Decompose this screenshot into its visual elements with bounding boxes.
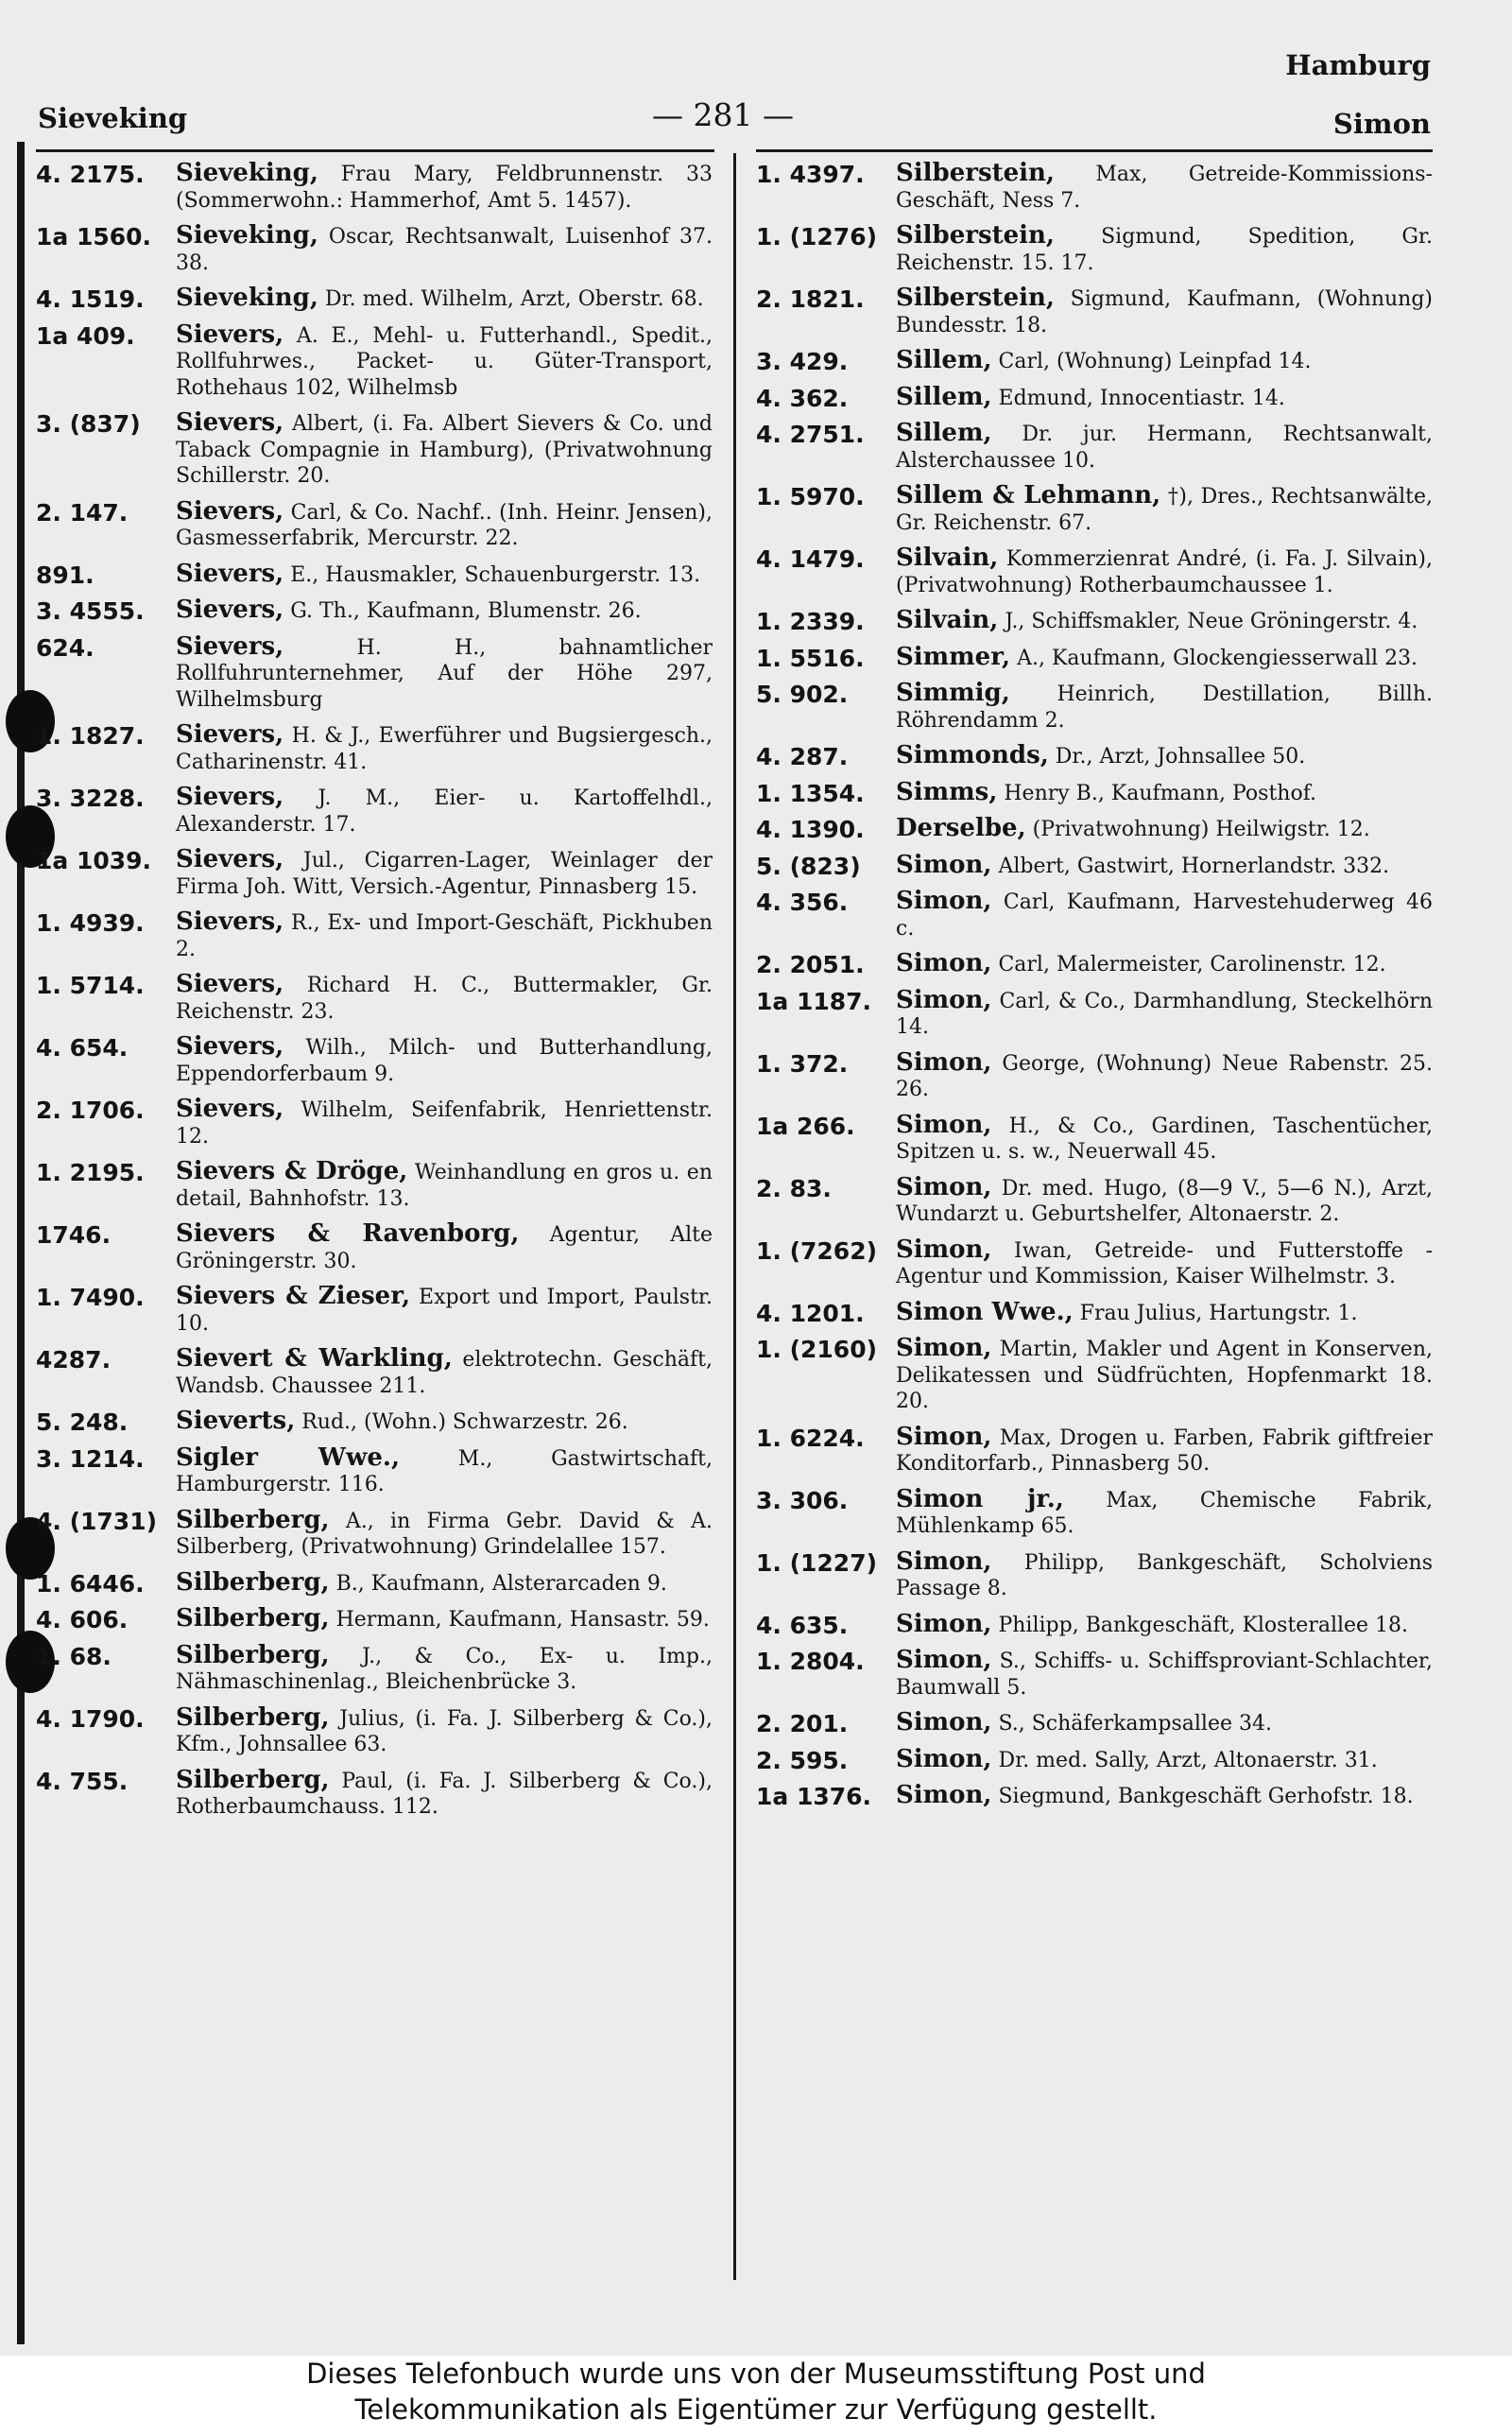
directory-entry <box>36 410 713 490</box>
entry-text: Simon Wwe., Frau Julius, Hartungstr. 1. <box>896 1297 1358 1326</box>
directory-entry <box>36 496 713 552</box>
entry-text: Simon, S., Schäferkampsallee 34. <box>896 1708 1272 1736</box>
directory-entry <box>36 1408 713 1436</box>
phone-number: 1a 1376. <box>756 1783 872 1810</box>
phone-number: 1. 1354. <box>756 779 865 807</box>
directory-entry <box>756 608 1433 635</box>
directory-entry <box>756 889 1433 942</box>
directory-entry <box>36 1221 713 1274</box>
directory-entry <box>36 1159 713 1212</box>
directory-entry <box>756 1710 1433 1737</box>
entry-text: Sievers, J. M., Eier- u. Kartoffelhdl., Alexanderstr. 17. <box>176 783 713 837</box>
phone-number: 624. <box>36 633 94 662</box>
directory-entry <box>756 777 1433 807</box>
entry-text: Simon, Philipp, Bankgeschäft, Scholviens Passage 8. <box>896 1546 1433 1600</box>
phone-number: 4. (1731) <box>36 1507 158 1535</box>
entry-text: Simmonds, Dr., Arzt, Johnsallee 50. <box>896 741 1306 769</box>
phone-number: 1. 4397. <box>756 161 865 188</box>
entry-text: Silvain, J., Schiffsmakler, Neue Gröningerstr. 4. <box>896 606 1418 634</box>
directory-entry <box>756 1744 1433 1774</box>
phone-number: 2. 2051. <box>756 951 865 978</box>
footer-line-1: Dieses Telefonbuch wurde uns von der Museumsstiftung Post und <box>306 2358 1206 2390</box>
directory-entry <box>36 1640 713 1696</box>
directory-entry <box>756 1783 1433 1810</box>
phone-number: 4. 606. <box>36 1606 129 1633</box>
page-number: — 281 — <box>652 96 794 133</box>
directory-entry <box>36 1505 713 1561</box>
entry-text: Simon, Siegmund, Bankgeschäft Gerhofstr. 18. <box>896 1781 1414 1809</box>
phone-number: 4. 755. <box>36 1767 129 1795</box>
entry-text: Sievers, H. H., bahnamtlicher Rollfuhrunternehmer, Auf der Höhe 297, Wilhelmsburg <box>176 631 713 712</box>
phone-number: 1a 1187. <box>756 987 872 1015</box>
directory-entry <box>36 161 713 214</box>
directory-entry <box>36 1606 713 1633</box>
directory-entry <box>756 382 1433 412</box>
phone-number: 2. 147. <box>36 498 129 527</box>
phone-number: 5. 902. <box>756 681 849 708</box>
entry-text: Sievers, G. Th., Kaufmann, Blumenstr. 26. <box>176 596 642 624</box>
directory-entry <box>756 348 1433 375</box>
entry-text: Silberberg, B., Kaufmann, Alsterarcaden 9. <box>176 1567 667 1597</box>
directory-entry <box>756 1546 1433 1602</box>
directory-entry <box>756 1336 1433 1415</box>
phone-number: 1. 372. <box>756 1049 849 1078</box>
phone-number: 1. 6446. <box>36 1569 145 1598</box>
phone-number: 1. 4939. <box>36 909 145 937</box>
phone-number: 3. 3228. <box>36 785 145 812</box>
directory-entry <box>756 421 1433 474</box>
phone-number: 1. 5970. <box>756 483 865 510</box>
entry-text: Silberberg, J., & Co., Ex- u. Imp., Nähmaschinenlag., Bleichenbrücke 3. <box>176 1640 713 1694</box>
entry-text: Sieveking, Oscar, Rechtsanwalt, Luisenhof 37. 38. <box>176 221 713 275</box>
entry-text: Derselbe, (Privatwohnung) Heilwigstr. 12. <box>896 814 1370 842</box>
directory-entry <box>36 561 713 589</box>
entry-text: Simon jr., Max, Chemische Fabrik, Mühlenkamp 65. <box>896 1484 1433 1538</box>
directory-entry <box>756 1422 1433 1477</box>
directory-entry <box>756 545 1433 598</box>
directory-entry <box>36 1702 713 1758</box>
phone-number: 1. 2339. <box>756 608 865 635</box>
entry-text: Simmer, A., Kaufmann, Glockengiesserwall 23. <box>896 642 1418 671</box>
entry-text: Simon, Max, Drogen u. Farben, Fabrik giftfreier Konditorfarb., Pinnasberg 50. <box>896 1422 1433 1476</box>
left-column <box>36 161 713 1830</box>
directory-entry <box>36 785 713 838</box>
directory-entry <box>756 1609 1433 1639</box>
directory-entry <box>756 1648 1433 1701</box>
phone-number: 1. 5516. <box>756 644 865 672</box>
phone-number: 1a 266. <box>756 1112 855 1140</box>
directory-entry <box>756 285 1433 338</box>
entry-text: Sievers, Jul., Cigarren-Lager, Weinlager der Firma Joh. Witt, Versich.-Agentur, Pinnasberg 15. <box>176 845 713 899</box>
entry-text: Sigler Wwe., M., Gastwirtschaft, Hamburgerstr. 116. <box>176 1443 713 1496</box>
phone-number: 3. (837) <box>36 410 141 438</box>
phone-number: 2. 201. <box>756 1710 849 1737</box>
entry-text: Silberberg, Hermann, Kaufmann, Hansastr. 59. <box>176 1604 710 1633</box>
phone-number: 4. 1201. <box>756 1299 865 1327</box>
phone-number: 2. 1706. <box>36 1097 145 1124</box>
phone-number: 4. 654. <box>36 1034 129 1062</box>
column-separator <box>733 153 736 2280</box>
entry-text: Simon, Albert, Gastwirt, Hornerlandstr. 332. <box>896 850 1390 879</box>
phone-number: 1a 409. <box>36 321 135 350</box>
phone-number: 4. 1790. <box>36 1704 145 1733</box>
directory-entry <box>36 1284 713 1337</box>
right-column <box>756 161 1433 1820</box>
directory-entry <box>36 1346 713 1399</box>
entry-text: Sievers, Carl, & Co. Nachf.. (Inh. Heinr. Jensen), Gasmesserfabrik, Mercurstr. 22. <box>176 496 713 550</box>
left-keyword: Sieveking <box>38 102 188 134</box>
directory-entry <box>756 1110 1433 1166</box>
phone-number: 1. 5714. <box>36 972 145 999</box>
directory-entry <box>36 285 713 313</box>
phone-number: 3. 429. <box>756 348 849 375</box>
entry-text: Silberstein, Sigmund, Kaufmann, (Wohnung) Bundesstr. 18. <box>896 284 1433 337</box>
directory-entry <box>36 1034 713 1087</box>
entry-text: Silberberg, Julius, (i. Fa. J. Silberberg & Co.), Kfm., Johnsallee 63. <box>176 1702 713 1756</box>
phone-number: 1. 68. <box>36 1642 112 1670</box>
directory-entry <box>36 847 713 900</box>
entry-text: Sievers, Wilh., Milch- und Butterhandlung, Eppendorferbaum 9. <box>176 1032 713 1086</box>
entry-text: Sievers & Dröge, Weinhandlung en gros u. en detail, Bahnhofstr. 13. <box>176 1157 713 1211</box>
entry-text: Simon, Iwan, Getreide- und Futterstoffe - Agentur und Kommission, Kaiser Wilhelmstr. 3. <box>896 1235 1433 1288</box>
phone-number: 3. 4555. <box>36 597 145 625</box>
phone-number: 4. 287. <box>756 743 849 770</box>
entry-text: Simon, H., & Co., Gardinen, Taschentücher, Spitzen u. s. w., Neuerwall 45. <box>896 1110 1433 1164</box>
directory-entry <box>36 909 713 962</box>
directory-entry <box>36 972 713 1025</box>
entry-text: Simon, George, (Wohnung) Neue Rabenstr. 25. 26. <box>896 1047 1433 1101</box>
phone-number: 2. 83. <box>756 1174 832 1202</box>
directory-entry <box>36 322 713 402</box>
entry-text: Silberstein, Max, Getreide-Kommissions-Geschäft, Ness 7. <box>896 159 1433 213</box>
phone-number: 891. <box>36 561 94 589</box>
entry-text: Silvain, Kommerzienrat André, (i. Fa. J. Silvain), (Privatwohnung) Rotherbaumchaussee 1. <box>896 544 1433 597</box>
entry-text: Simms, Henry B., Kaufmann, Posthof. <box>896 777 1317 806</box>
directory-entry <box>756 483 1433 536</box>
phone-number: 4. 1519. <box>36 285 145 313</box>
entry-text: Sieveking, Dr. med. Wilhelm, Arzt, Oberstr. 68. <box>176 284 704 312</box>
entry-text: Simon, S., Schiffs- u. Schiffsproviant-Schlachter, Baumwall 5. <box>896 1646 1433 1700</box>
entry-text: Sievers, Albert, (i. Fa. Albert Sievers & Co. und Taback Compagnie in Hamburg), (Privatwohnung Schillerstr. 20. <box>176 408 713 488</box>
entry-text: Simmig, Heinrich, Destillation, Billh. Röhrendamm 2. <box>896 679 1433 733</box>
entry-text: Sillem, Edmund, Innocentiastr. 14. <box>896 382 1285 411</box>
entry-text: Silberberg, Paul, (i. Fa. J. Silberberg & Co.), Rotherbaumchauss. 112. <box>176 1765 713 1819</box>
phone-number: 1. (7262) <box>756 1236 878 1265</box>
phone-number: 4. 635. <box>756 1611 849 1639</box>
entry-text: Sieveking, Frau Mary, Feldbrunnenstr. 33 (Sommerwohn.: Hammerhof, Amt 5. 1457). <box>176 159 713 213</box>
phone-number: 4. 2751. <box>756 421 865 448</box>
phone-number: 4. 2175. <box>36 161 145 188</box>
entry-text: Simon, Martin, Makler und Agent in Konserven, Delikatessen und Südfrüchten, Hopfenmarkt 18. 20. <box>896 1334 1433 1413</box>
directory-entry <box>756 1484 1433 1540</box>
directory-entry <box>756 1172 1433 1228</box>
binding-edge <box>17 142 25 2344</box>
phone-number: 3. 1214. <box>36 1444 145 1473</box>
phone-number: 1. 2195. <box>36 1159 145 1186</box>
phone-number: 1. 1827. <box>36 722 145 750</box>
entry-text: Sievert & Warkling, elektrotechn. Geschäft, Wandsb. Chaussee 211. <box>176 1344 713 1398</box>
entry-text: Sievers, A. E., Mehl- u. Futterhandl., Spedit., Rollfuhrwes., Packet- u. Güter-Transport, Rothehaus 102, Wilhelmsb <box>176 320 713 400</box>
directory-entry <box>36 597 713 625</box>
entry-text: Sievers, E., Hausmakler, Schauenburgerstr. 13. <box>176 559 701 588</box>
phone-number: 3. 306. <box>756 1486 849 1514</box>
phone-number: 4. 1390. <box>756 816 865 843</box>
entry-text: Sievers & Zieser, Export und Import, Paulstr. 10. <box>176 1282 713 1336</box>
phone-number: 1a 1039. <box>36 847 152 874</box>
directory-entry <box>756 681 1433 734</box>
phone-number: 5. 248. <box>36 1408 129 1436</box>
header-rule-right <box>756 149 1433 152</box>
phone-number: 1. (2160) <box>756 1336 878 1363</box>
footer-note <box>0 2356 1512 2436</box>
phone-number: 2. 1821. <box>756 285 865 313</box>
phone-number: 1. (1227) <box>756 1548 878 1577</box>
entry-text: Sievers & Ravenborg, Agentur, Alte Gröningerstr. 30. <box>176 1219 713 1273</box>
phone-number: 1. 7490. <box>36 1284 145 1311</box>
entry-text: Sievers, Wilhelm, Seifenfabrik, Henriettenstr. 12. <box>176 1095 713 1149</box>
entry-text: Simon, Philipp, Bankgeschäft, Klosterallee 18. <box>896 1609 1409 1638</box>
city-heading: Hamburg <box>1285 49 1431 81</box>
phone-number: 4287. <box>36 1346 112 1373</box>
phone-number: 1. (1276) <box>756 223 878 251</box>
entry-text: Simon, Dr. med. Hugo, (8—9 V., 5—6 N.), Arzt, Wundarzt u. Geburtshelfer, Altonaerstr. 2. <box>896 1172 1433 1226</box>
right-keyword: Simon <box>1332 108 1431 140</box>
directory-entry <box>36 1765 713 1821</box>
directory-entry <box>36 631 713 714</box>
directory-entry <box>36 1445 713 1498</box>
entry-text: Silberberg, A., in Firma Gebr. David & A. Silberberg, (Privatwohnung) Grindelallee 157. <box>176 1505 713 1559</box>
entry-text: Sillem, Dr. jur. Hermann, Rechtsanwalt, Alsterchaussee 10. <box>896 419 1433 473</box>
directory-entry <box>756 1237 1433 1290</box>
entry-text: Sievers, Richard H. C., Buttermakler, Gr. Reichenstr. 23. <box>176 970 713 1024</box>
directory-entry <box>756 951 1433 978</box>
entry-text: Simon, Carl, Malermeister, Carolinenstr. 12. <box>896 949 1386 977</box>
directory-entry <box>756 1297 1433 1327</box>
phone-number: 4. 1479. <box>756 545 865 573</box>
entry-text: Simon, Carl, & Co., Darmhandlung, Steckelhörn 14. <box>896 985 1433 1039</box>
entry-text: Sillem & Lehmann, †), Dres., Rechtsanwälte, Gr. Reichenstr. 67. <box>896 481 1434 535</box>
directory-entry <box>756 223 1433 276</box>
phone-number: 1. 6224. <box>756 1424 865 1452</box>
phone-number: 1746. <box>36 1221 112 1249</box>
directory-entry <box>756 816 1433 843</box>
phone-number: 4. 362. <box>756 384 849 412</box>
directory-entry <box>756 850 1433 880</box>
phone-number: 5. (823) <box>756 852 861 880</box>
directory-entry <box>756 642 1433 672</box>
directory-entry <box>36 1567 713 1598</box>
directory-entry <box>36 223 713 276</box>
header-rule-left <box>36 149 714 152</box>
directory-entry <box>756 985 1433 1041</box>
footer-line-2: Telekommunikation als Eigentümer zur Verfügung gestellt. <box>354 2393 1158 2426</box>
entry-text: Sillem, Carl, (Wohnung) Leinpfad 14. <box>896 346 1312 374</box>
entry-text: Simon, Carl, Kaufmann, Harvestehuderweg 46 c. <box>896 887 1433 941</box>
directory-entry <box>756 161 1433 214</box>
directory-entry <box>756 743 1433 770</box>
entry-text: Simon, Dr. med. Sally, Arzt, Altonaerstr. 31. <box>896 1744 1378 1773</box>
phone-number: 4. 356. <box>756 889 849 916</box>
phone-number: 1a 1560. <box>36 223 152 251</box>
phone-number: 1. 2804. <box>756 1648 865 1675</box>
entry-text: Sievers, R., Ex- und Import-Geschäft, Pickhuben 2. <box>176 907 713 961</box>
phone-number: 2. 595. <box>756 1746 849 1774</box>
directory-entry <box>756 1047 1433 1103</box>
entry-text: Sieverts, Rud., (Wohn.) Schwarzestr. 26. <box>176 1407 628 1435</box>
entry-text: Silberstein, Sigmund, Spedition, Gr. Reichenstr. 15. 17. <box>896 221 1433 275</box>
directory-entry <box>36 1097 713 1149</box>
entry-text: Sievers, H. & J., Ewerführer und Bugsiergesch., Catharinenstr. 41. <box>176 720 713 774</box>
directory-entry <box>36 722 713 775</box>
